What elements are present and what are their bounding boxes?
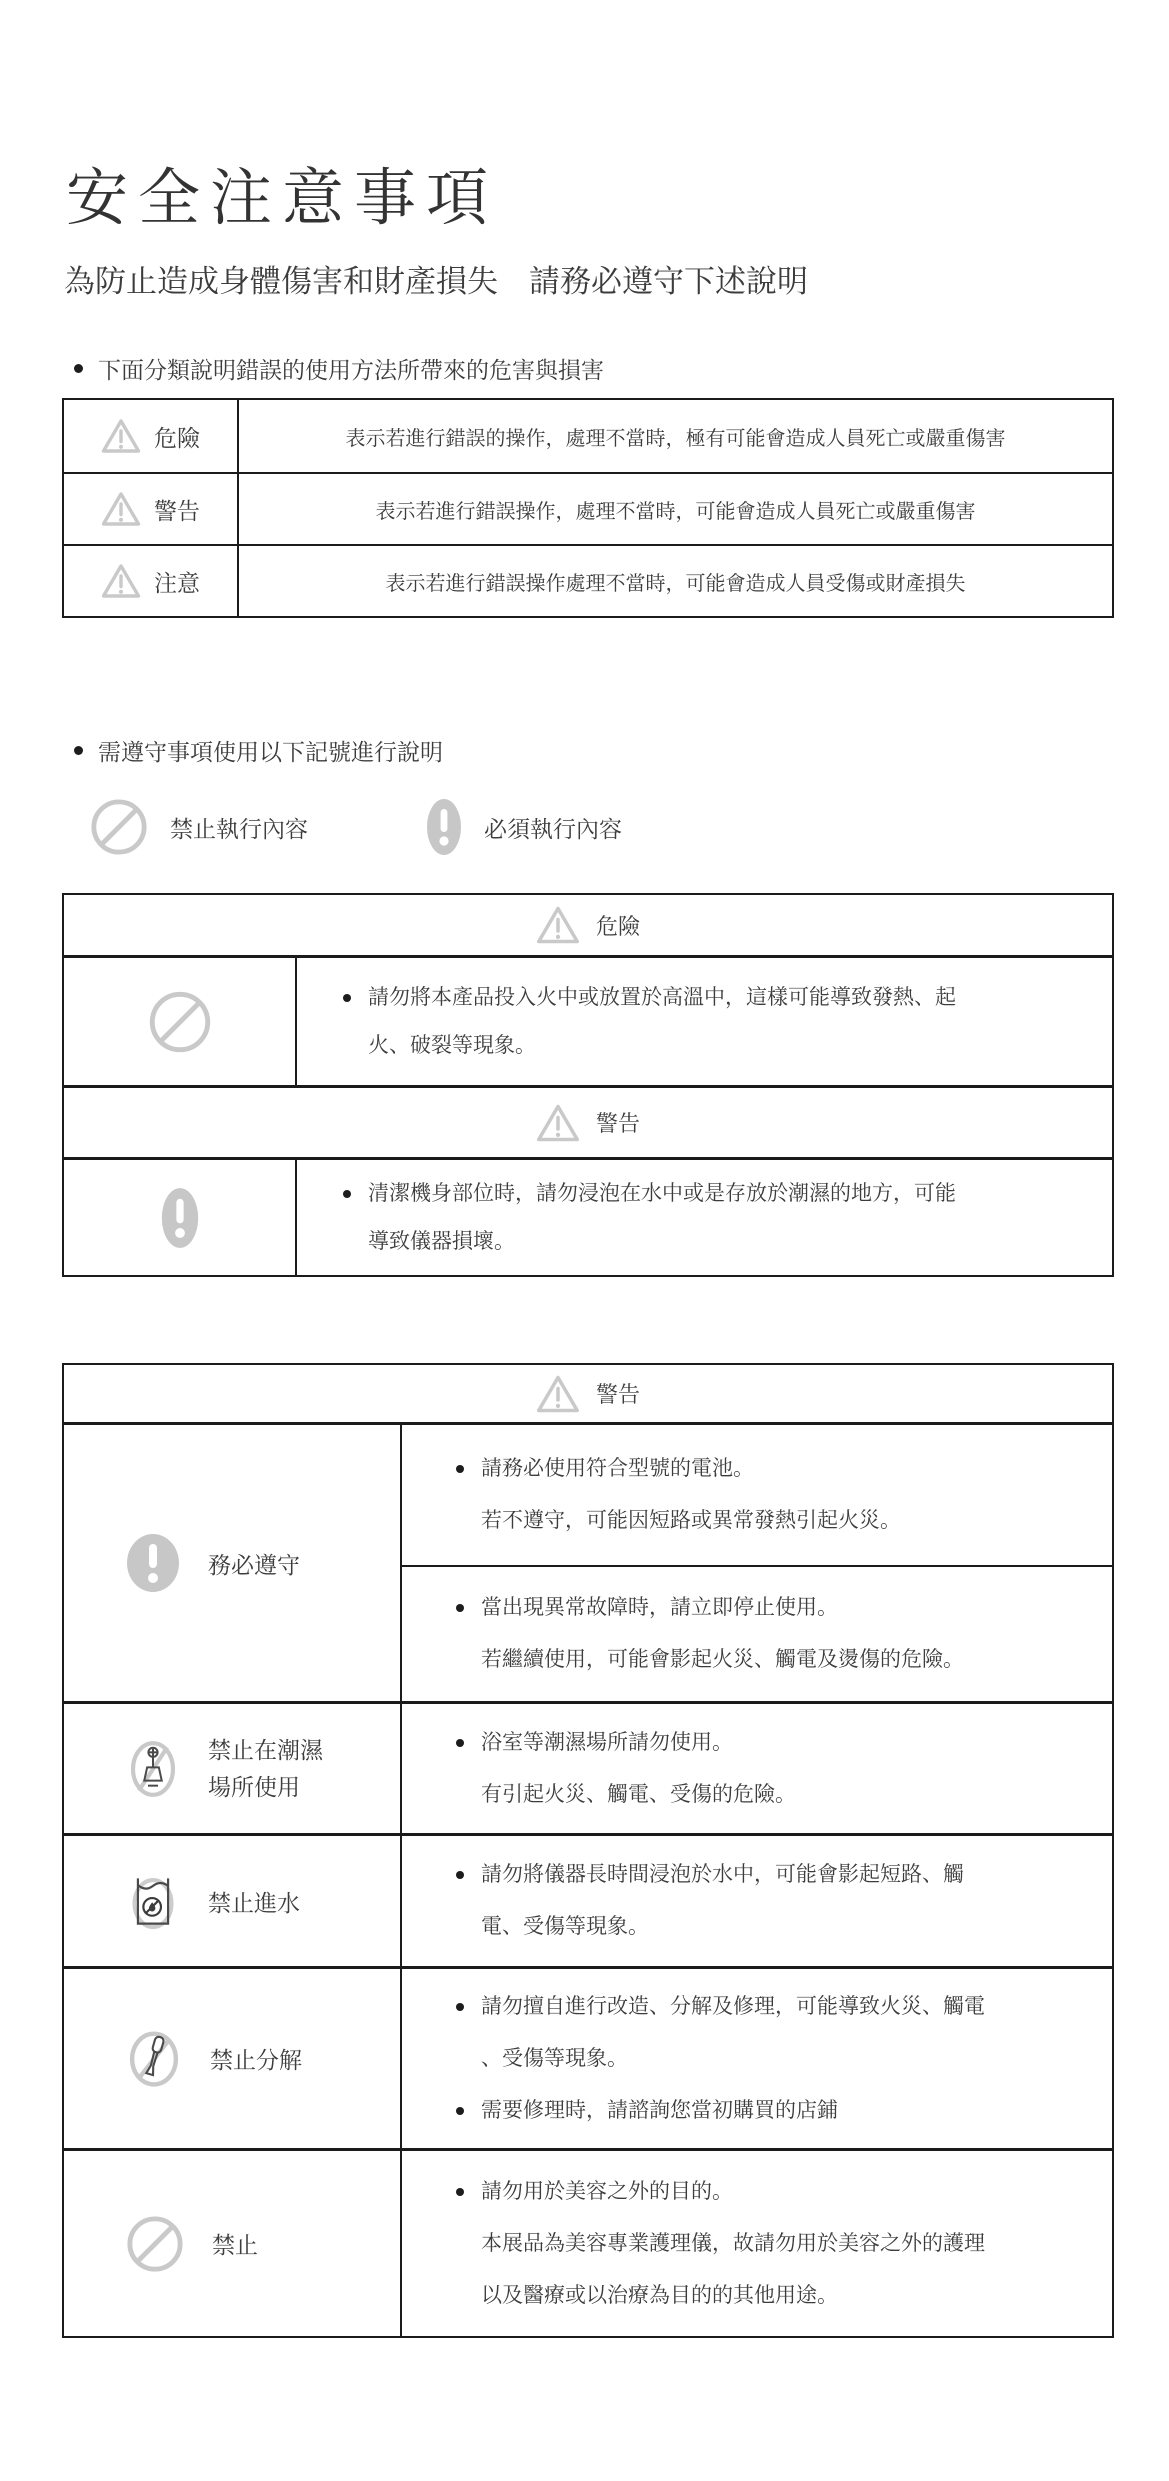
precaution-text: 電、受傷等現象。 bbox=[481, 1915, 649, 1938]
table-row bbox=[64, 544, 1112, 616]
warning-triangle-icon bbox=[101, 563, 141, 599]
list-item bbox=[456, 2166, 1086, 2322]
symbol-legend bbox=[90, 794, 622, 860]
list-item bbox=[456, 1981, 1086, 2085]
bullet-dot bbox=[456, 2003, 464, 2011]
table-row bbox=[64, 1966, 1112, 2148]
precaution-text: 當出現異常故障時，請立即停止使用。 bbox=[481, 1596, 838, 1619]
warning-triangle-icon bbox=[101, 491, 141, 527]
table-row bbox=[64, 400, 1112, 472]
severity-table bbox=[62, 398, 1114, 618]
precaution-text: 若不遵守，可能因短路或異常發熱引起火災。 bbox=[481, 1509, 901, 1532]
precaution-text: 請務必使用符合型號的電池。 bbox=[481, 1457, 754, 1480]
list-item bbox=[456, 1582, 1086, 1686]
precaution-text: 請勿擅自進行改造、分解及修理，可能導致火災、觸電 bbox=[481, 1994, 985, 2018]
table-row bbox=[64, 1701, 1112, 1833]
warning-triangle-icon bbox=[536, 1103, 580, 1143]
legend-bullet-text: 需遵守事項使用以下記號進行說明 bbox=[98, 739, 443, 765]
precaution-text: 、受傷等現象。 bbox=[481, 2046, 628, 2070]
bullet-dot bbox=[456, 1871, 464, 1879]
bullet-dot bbox=[456, 1604, 464, 1612]
bullet-dot bbox=[456, 1739, 464, 1747]
table-row bbox=[64, 1157, 1112, 1275]
precaution-text: 導致儀器損壞。 bbox=[368, 1229, 515, 1253]
prohibition-icon bbox=[126, 2215, 184, 2273]
mandatory-icon bbox=[159, 1187, 201, 1249]
warning-header bbox=[64, 1365, 1112, 1422]
prohibition-icon bbox=[90, 798, 148, 856]
rule-label: 禁止 bbox=[212, 2232, 258, 2258]
precaution-text: 本展品為美容專業護理儀，故請勿用於美容之外的護理 bbox=[481, 2231, 985, 2255]
severity-label: 危險 bbox=[154, 424, 200, 451]
precaution-text: 若繼續使用，可能會影起火災、觸電及燙傷的危險。 bbox=[481, 1648, 964, 1671]
severity-label: 警告 bbox=[154, 497, 200, 524]
severity-description: 表示若進行錯誤操作，處理不當時，可能會造成人員死亡或嚴重傷害 bbox=[375, 500, 976, 523]
bullet-dot bbox=[456, 1465, 464, 1473]
precaution-text: 請勿用於美容之外的目的。 bbox=[481, 2179, 733, 2203]
list-item bbox=[456, 2085, 1086, 2137]
list-item bbox=[343, 1170, 1084, 1266]
prohibited-legend-label: 禁止執行內容 bbox=[170, 815, 308, 842]
prohibition-icon bbox=[148, 990, 212, 1054]
precaution-text: 請勿將本產品投入火中或放置於高溫中，這樣可能導致發熱、起 bbox=[368, 985, 956, 1009]
warning-triangle-icon bbox=[101, 418, 141, 454]
warning-header-label: 警告 bbox=[595, 1382, 640, 1407]
mandatory-icon bbox=[426, 798, 462, 856]
mandatory-legend-label: 必須執行內容 bbox=[484, 815, 622, 842]
legend-bullet-line bbox=[74, 734, 443, 767]
rule-label: 禁止進水 bbox=[208, 1889, 300, 1916]
severity-description: 表示若進行錯誤的操作，處理不當時，極有可能會造成人員死亡或嚴重傷害 bbox=[345, 427, 1006, 450]
table-row bbox=[64, 1422, 1112, 1701]
bullet-dot bbox=[343, 1190, 351, 1198]
rule-label: 禁止分解 bbox=[210, 2047, 302, 2073]
list-item bbox=[456, 1717, 1086, 1821]
bullet-dot bbox=[456, 2107, 464, 2115]
precaution-text: 清潔機身部位時，請勿浸泡在水中或是存放於潮濕的地方，可能 bbox=[368, 1181, 956, 1205]
no-wet-location-icon bbox=[126, 1739, 180, 1799]
intro-bullet-text: 下面分類說明錯誤的使用方法所帶來的危害與損害 bbox=[98, 357, 604, 383]
severity-description: 表示若進行錯誤操作處理不當時，可能會造成人員受傷或財產損失 bbox=[385, 572, 966, 595]
precaution-text: 請勿將儀器長時間浸泡於水中，可能會影起短路、觸 bbox=[481, 1863, 964, 1886]
precaution-text: 以及醫療或以治療為目的的其他用途。 bbox=[481, 2283, 838, 2307]
warning-triangle-icon bbox=[536, 905, 580, 945]
precaution-text: 浴室等潮濕場所請勿使用。 bbox=[481, 1730, 733, 1754]
list-item bbox=[456, 1443, 1086, 1547]
table-row bbox=[64, 2148, 1112, 2336]
bullet-dot bbox=[74, 746, 83, 755]
bullet-dot bbox=[343, 994, 351, 1002]
mandatory-icon bbox=[126, 1533, 180, 1593]
danger-warning-table bbox=[62, 893, 1114, 1277]
warning-triangle-icon bbox=[536, 1374, 580, 1414]
page-title: 安全注意事項 bbox=[66, 164, 499, 233]
rule-label: 務必遵守 bbox=[208, 1551, 300, 1578]
warning-header bbox=[64, 1085, 1112, 1157]
precaution-text: 有引起火災、觸電、受傷的危險。 bbox=[481, 1782, 796, 1806]
warning-table bbox=[62, 1363, 1114, 2338]
severity-label: 注意 bbox=[154, 569, 200, 596]
danger-header bbox=[64, 895, 1112, 955]
table-row bbox=[64, 1833, 1112, 1966]
list-item bbox=[343, 974, 1084, 1070]
rule-label: 場所使用 bbox=[208, 1773, 300, 1800]
table-row bbox=[64, 472, 1112, 544]
no-water-icon bbox=[126, 1870, 180, 1932]
danger-header-label: 危險 bbox=[595, 913, 640, 939]
table-row bbox=[64, 955, 1112, 1085]
precaution-text: 火、破裂等現象。 bbox=[368, 1033, 536, 1057]
list-item bbox=[456, 1849, 1086, 1953]
bullet-dot bbox=[74, 364, 83, 373]
rule-label: 禁止在潮濕 bbox=[208, 1736, 323, 1763]
intro-bullet-line bbox=[74, 352, 604, 385]
page-subtitle: 為防止造成身體傷害和財產損失 請務必遵守下述說明 bbox=[64, 264, 808, 299]
no-disassembly-icon bbox=[126, 2029, 182, 2089]
bullet-dot bbox=[456, 2188, 464, 2196]
warning-header-label: 警告 bbox=[595, 1111, 640, 1136]
precaution-text: 需要修理時，請諮詢您當初購買的店鋪 bbox=[481, 2098, 838, 2122]
